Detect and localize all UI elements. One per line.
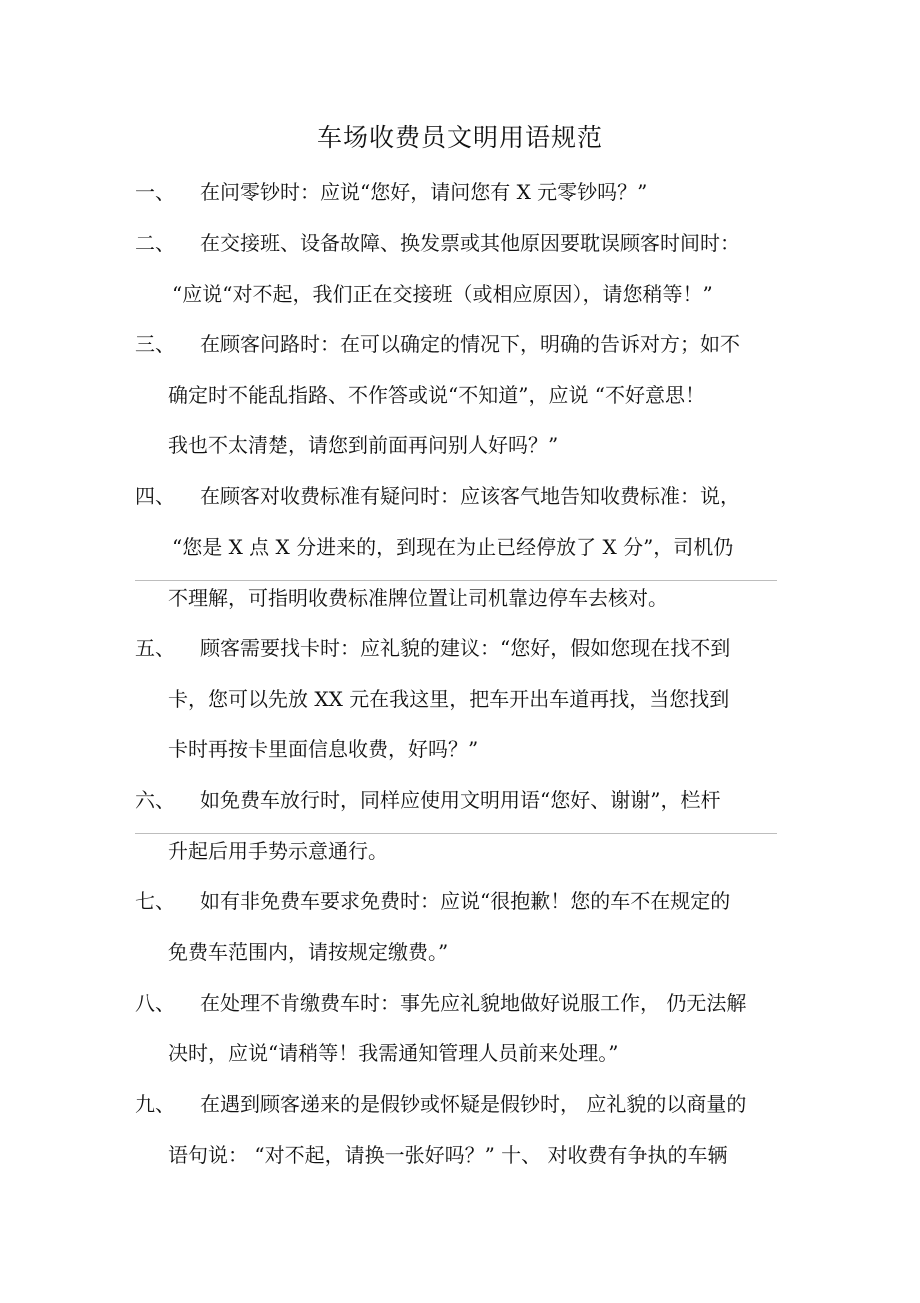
item-4-line-1: 在顾客对收费标准有疑问时：应该客气地告知收费标准：说， bbox=[200, 484, 740, 508]
item-9-number: 九、 bbox=[135, 1092, 175, 1116]
item-5-line-3: 卡时再按卡里面信息收费，好吗？” bbox=[168, 737, 479, 761]
item-6-line-1: 如免费车放行时，同样应使用文明用语“您好、谢谢”，栏杆 bbox=[200, 788, 721, 812]
item-6-line-2: 升起后用手势示意通行。 bbox=[168, 839, 388, 863]
item-5-line-1: 顾客需要找卡时：应礼貌的建议：“您好，假如您现在找不到 bbox=[200, 636, 731, 660]
document-title: 车场收费员文明用语规范 bbox=[316, 123, 603, 152]
item-5-number: 五、 bbox=[135, 636, 175, 660]
item-4-line-3: 不理解，可指明收费标准牌位置让司机靠边停车去核对。 bbox=[168, 586, 668, 610]
item-3-line-2: 确定时不能乱指路、不作答或说“不知道”，应说 “不好意思！ bbox=[168, 383, 706, 407]
item-2-line-2: “应说“对不起，我们正在交接班（或相应原因），请您稍等！” bbox=[172, 282, 713, 306]
item-2-number: 二、 bbox=[135, 231, 175, 255]
item-8-line-2: 决时，应说“请稍等！我需通知管理人员前来处理。” bbox=[168, 1041, 619, 1065]
item-5-line-2: 卡，您可以先放 XX 元在我这里，把车开出车道再找，当您找到 bbox=[168, 687, 730, 711]
item-6-number: 六、 bbox=[135, 788, 175, 812]
item-1-number: 一、 bbox=[135, 180, 175, 204]
divider-rule bbox=[135, 580, 777, 581]
item-3-number: 三、 bbox=[135, 332, 175, 356]
item-7-number: 七、 bbox=[135, 889, 175, 913]
item-3-line-1: 在顾客问路时：在可以确定的情况下，明确的告诉对方；如不 bbox=[200, 332, 740, 356]
item-8-number: 八、 bbox=[135, 991, 175, 1015]
item-7-line-1: 如有非免费车要求免费时：应说“很抱歉！您的车不在规定的 bbox=[200, 889, 731, 913]
divider-rule bbox=[135, 833, 777, 834]
item-9-line-1: 在遇到顾客递来的是假钞或怀疑是假钞时， 应礼貌的以商量的 bbox=[200, 1092, 747, 1116]
item-7-line-2: 免费车范围内，请按规定缴费。” bbox=[168, 940, 449, 964]
item-8-line-1: 在处理不肯缴费车时：事先应礼貌地做好说服工作， 仍无法解 bbox=[200, 991, 747, 1015]
item-2-line-1: 在交接班、设备故障、换发票或其他原因要耽误顾客时间时： bbox=[200, 231, 740, 255]
item-3-line-3: 我也不太清楚，请您到前面再问别人好吗？” bbox=[168, 433, 559, 457]
item-4-line-2: “您是 X 点 X 分进来的，到现在为止已经停放了 X 分”，司机仍 bbox=[172, 535, 734, 559]
item-4-number: 四、 bbox=[135, 484, 175, 508]
item-1-line-1: 在问零钞时：应说“您好，请问您有 X 元零钞吗？” bbox=[200, 180, 648, 204]
item-9-line-2: 语句说： “对不起，请换一张好吗？” 十、 对收费有争执的车辆 bbox=[168, 1143, 728, 1167]
